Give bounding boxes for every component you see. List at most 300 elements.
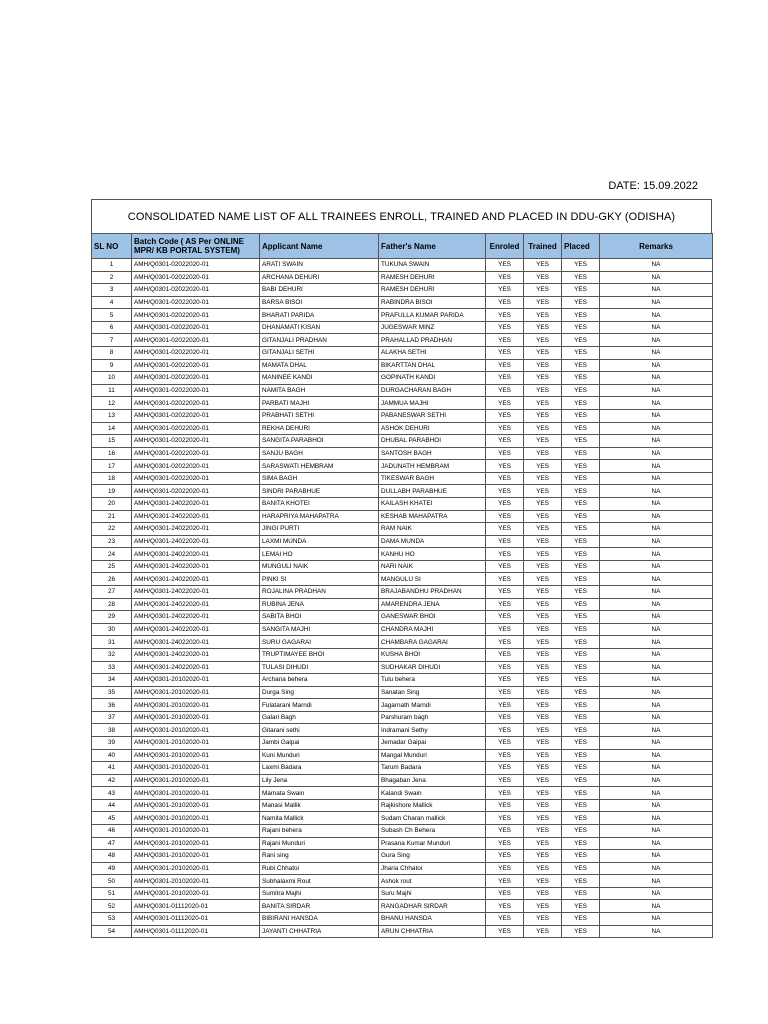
- cell-sl-no: 26: [92, 573, 132, 586]
- cell-placed: YES: [562, 648, 600, 661]
- table-row: [92, 523, 713, 536]
- cell-sl-no: 23: [92, 535, 132, 548]
- cell-batch-code: AMH/Q0301-20102020-01: [132, 799, 260, 812]
- cell-sl-no: 1: [92, 259, 132, 272]
- cell-enroled: YES: [486, 887, 524, 900]
- cell-trained: YES: [524, 548, 562, 561]
- cell-remarks: NA: [600, 774, 713, 787]
- cell-batch-code: AMH/Q0301-24022020-01: [132, 560, 260, 573]
- cell-batch-code: AMH/Q0301-24022020-01: [132, 611, 260, 624]
- cell-placed: YES: [562, 472, 600, 485]
- table-row: [92, 586, 713, 599]
- cell-trained: YES: [524, 347, 562, 360]
- cell-fathers-name: NARI NAIK: [379, 560, 486, 573]
- cell-batch-code: AMH/Q0301-02022020-01: [132, 422, 260, 435]
- cell-applicant-name: Kuni Munduri: [260, 749, 379, 762]
- cell-enroled: YES: [486, 535, 524, 548]
- cell-batch-code: AMH/Q0301-20102020-01: [132, 699, 260, 712]
- cell-remarks: NA: [600, 850, 713, 863]
- cell-remarks: NA: [600, 573, 713, 586]
- cell-trained: YES: [524, 925, 562, 938]
- cell-placed: YES: [562, 686, 600, 699]
- cell-remarks: NA: [600, 598, 713, 611]
- cell-trained: YES: [524, 560, 562, 573]
- cell-applicant-name: LAXMI MUNDA: [260, 535, 379, 548]
- cell-applicant-name: PARBATI MAJHI: [260, 397, 379, 410]
- cell-sl-no: 3: [92, 284, 132, 297]
- table-row: [92, 736, 713, 749]
- table-row: [92, 560, 713, 573]
- cell-trained: YES: [524, 409, 562, 422]
- cell-applicant-name: TRUPTIMAYEE BHOI: [260, 648, 379, 661]
- cell-enroled: YES: [486, 497, 524, 510]
- cell-batch-code: AMH/Q0301-02022020-01: [132, 259, 260, 272]
- cell-applicant-name: HARAPRIYA MAHAPATRA: [260, 510, 379, 523]
- cell-fathers-name: MANGULU SI: [379, 573, 486, 586]
- cell-enroled: YES: [486, 573, 524, 586]
- cell-trained: YES: [524, 510, 562, 523]
- cell-applicant-name: GITANJALI SETHI: [260, 347, 379, 360]
- cell-applicant-name: JAYANTI CHHATRIA: [260, 925, 379, 938]
- cell-fathers-name: TUKUNA SWAIN: [379, 259, 486, 272]
- cell-fathers-name: RAM NAIK: [379, 523, 486, 536]
- cell-remarks: NA: [600, 623, 713, 636]
- cell-fathers-name: KANHU HO: [379, 548, 486, 561]
- table-row: [92, 636, 713, 649]
- cell-placed: YES: [562, 309, 600, 322]
- cell-enroled: YES: [486, 435, 524, 448]
- cell-sl-no: 44: [92, 799, 132, 812]
- table-row: [92, 724, 713, 737]
- table-row: [92, 598, 713, 611]
- cell-batch-code: AMH/Q0301-24022020-01: [132, 573, 260, 586]
- table-row: [92, 661, 713, 674]
- cell-placed: YES: [562, 259, 600, 272]
- cell-fathers-name: Sudam Charan mallick: [379, 812, 486, 825]
- cell-enroled: YES: [486, 422, 524, 435]
- cell-sl-no: 53: [92, 913, 132, 926]
- cell-sl-no: 50: [92, 875, 132, 888]
- cell-placed: YES: [562, 875, 600, 888]
- cell-enroled: YES: [486, 409, 524, 422]
- cell-enroled: YES: [486, 699, 524, 712]
- table-row: [92, 271, 713, 284]
- cell-remarks: NA: [600, 347, 713, 360]
- cell-placed: YES: [562, 372, 600, 385]
- cell-applicant-name: Jambi Gaipai: [260, 736, 379, 749]
- cell-sl-no: 14: [92, 422, 132, 435]
- cell-placed: YES: [562, 900, 600, 913]
- cell-fathers-name: Parshuram bagh: [379, 711, 486, 724]
- cell-sl-no: 10: [92, 372, 132, 385]
- cell-sl-no: 30: [92, 623, 132, 636]
- cell-fathers-name: SANTOSH BAGH: [379, 447, 486, 460]
- cell-applicant-name: SURU GAGARAI: [260, 636, 379, 649]
- cell-enroled: YES: [486, 774, 524, 787]
- cell-trained: YES: [524, 535, 562, 548]
- cell-trained: YES: [524, 523, 562, 536]
- cell-placed: YES: [562, 296, 600, 309]
- cell-batch-code: AMH/Q0301-20102020-01: [132, 837, 260, 850]
- cell-sl-no: 36: [92, 699, 132, 712]
- cell-placed: YES: [562, 397, 600, 410]
- cell-batch-code: AMH/Q0301-02022020-01: [132, 271, 260, 284]
- cell-remarks: NA: [600, 309, 713, 322]
- cell-enroled: YES: [486, 586, 524, 599]
- cell-trained: YES: [524, 284, 562, 297]
- cell-placed: YES: [562, 359, 600, 372]
- cell-applicant-name: GITANJALI PRADHAN: [260, 334, 379, 347]
- cell-sl-no: 47: [92, 837, 132, 850]
- col-header-sl-no: SL NO: [92, 234, 132, 259]
- cell-remarks: NA: [600, 724, 713, 737]
- cell-batch-code: AMH/Q0301-02022020-01: [132, 397, 260, 410]
- cell-trained: YES: [524, 611, 562, 624]
- cell-remarks: NA: [600, 510, 713, 523]
- cell-applicant-name: SARASWATI HEMBRAM: [260, 460, 379, 473]
- cell-placed: YES: [562, 799, 600, 812]
- cell-sl-no: 38: [92, 724, 132, 737]
- cell-applicant-name: TULASI DIHUDI: [260, 661, 379, 674]
- cell-trained: YES: [524, 837, 562, 850]
- cell-batch-code: AMH/Q0301-02022020-01: [132, 485, 260, 498]
- cell-fathers-name: DHUBAL PARABHOI: [379, 435, 486, 448]
- table-row: [92, 372, 713, 385]
- cell-sl-no: 4: [92, 296, 132, 309]
- cell-fathers-name: DURGACHARAN BAGH: [379, 384, 486, 397]
- cell-applicant-name: SANJU BAGH: [260, 447, 379, 460]
- cell-batch-code: AMH/Q0301-20102020-01: [132, 736, 260, 749]
- table-row: [92, 875, 713, 888]
- table-row: [92, 321, 713, 334]
- cell-trained: YES: [524, 913, 562, 926]
- col-header-trained: Trained: [524, 234, 562, 259]
- cell-applicant-name: SIMA BAGH: [260, 472, 379, 485]
- cell-remarks: NA: [600, 548, 713, 561]
- cell-sl-no: 9: [92, 359, 132, 372]
- cell-batch-code: AMH/Q0301-24022020-01: [132, 535, 260, 548]
- cell-remarks: NA: [600, 435, 713, 448]
- cell-sl-no: 43: [92, 787, 132, 800]
- cell-enroled: YES: [486, 850, 524, 863]
- cell-trained: YES: [524, 460, 562, 473]
- cell-sl-no: 42: [92, 774, 132, 787]
- cell-remarks: NA: [600, 825, 713, 838]
- table-row: [92, 825, 713, 838]
- cell-sl-no: 34: [92, 674, 132, 687]
- table-row: [92, 762, 713, 775]
- cell-applicant-name: Archana behera: [260, 674, 379, 687]
- cell-fathers-name: Ashok rout: [379, 875, 486, 888]
- cell-enroled: YES: [486, 648, 524, 661]
- cell-enroled: YES: [486, 523, 524, 536]
- cell-placed: YES: [562, 736, 600, 749]
- cell-trained: YES: [524, 397, 562, 410]
- cell-sl-no: 8: [92, 347, 132, 360]
- cell-applicant-name: RUBINA JENA: [260, 598, 379, 611]
- cell-batch-code: AMH/Q0301-24022020-01: [132, 497, 260, 510]
- cell-fathers-name: Indramani Sethy: [379, 724, 486, 737]
- cell-fathers-name: JADUNATH HEMBRAM: [379, 460, 486, 473]
- cell-fathers-name: BRAJABANDHU PRADHAN: [379, 586, 486, 599]
- cell-sl-no: 45: [92, 812, 132, 825]
- cell-fathers-name: Gura Sing: [379, 850, 486, 863]
- cell-trained: YES: [524, 762, 562, 775]
- cell-enroled: YES: [486, 636, 524, 649]
- cell-trained: YES: [524, 736, 562, 749]
- cell-placed: YES: [562, 384, 600, 397]
- table-row: [92, 510, 713, 523]
- table-row: [92, 812, 713, 825]
- cell-remarks: NA: [600, 271, 713, 284]
- cell-fathers-name: KAILASH KHATEI: [379, 497, 486, 510]
- cell-applicant-name: SINDRI PARABHUE: [260, 485, 379, 498]
- cell-remarks: NA: [600, 762, 713, 775]
- cell-batch-code: AMH/Q0301-02022020-01: [132, 447, 260, 460]
- cell-trained: YES: [524, 787, 562, 800]
- cell-trained: YES: [524, 598, 562, 611]
- cell-remarks: NA: [600, 259, 713, 272]
- cell-batch-code: AMH/Q0301-24022020-01: [132, 648, 260, 661]
- cell-enroled: YES: [486, 799, 524, 812]
- cell-batch-code: AMH/Q0301-02022020-01: [132, 309, 260, 322]
- cell-applicant-name: MAMATA DHAL: [260, 359, 379, 372]
- cell-fathers-name: CHAMBARA GAGARAI: [379, 636, 486, 649]
- cell-remarks: NA: [600, 875, 713, 888]
- cell-placed: YES: [562, 321, 600, 334]
- col-header-applicant-name: Applicant Name: [260, 234, 379, 259]
- table-row: [92, 284, 713, 297]
- cell-applicant-name: BABI DEHURI: [260, 284, 379, 297]
- cell-fathers-name: Tarum Badara: [379, 762, 486, 775]
- cell-trained: YES: [524, 422, 562, 435]
- cell-remarks: NA: [600, 321, 713, 334]
- cell-batch-code: AMH/Q0301-20102020-01: [132, 887, 260, 900]
- cell-batch-code: AMH/Q0301-24022020-01: [132, 523, 260, 536]
- cell-enroled: YES: [486, 686, 524, 699]
- cell-fathers-name: Bhagaban Jena: [379, 774, 486, 787]
- trainee-sheet: [91, 199, 712, 938]
- cell-remarks: NA: [600, 925, 713, 938]
- cell-remarks: NA: [600, 749, 713, 762]
- cell-remarks: NA: [600, 586, 713, 599]
- cell-batch-code: AMH/Q0301-24022020-01: [132, 598, 260, 611]
- cell-placed: YES: [562, 422, 600, 435]
- cell-batch-code: AMH/Q0301-02022020-01: [132, 347, 260, 360]
- cell-placed: YES: [562, 774, 600, 787]
- cell-fathers-name: BHANU HANSDA: [379, 913, 486, 926]
- cell-trained: YES: [524, 296, 562, 309]
- cell-remarks: NA: [600, 862, 713, 875]
- cell-batch-code: AMH/Q0301-20102020-01: [132, 749, 260, 762]
- cell-sl-no: 7: [92, 334, 132, 347]
- cell-sl-no: 13: [92, 409, 132, 422]
- table-row: [92, 447, 713, 460]
- cell-placed: YES: [562, 825, 600, 838]
- cell-applicant-name: NAMITA BAGH: [260, 384, 379, 397]
- cell-placed: YES: [562, 435, 600, 448]
- cell-batch-code: AMH/Q0301-20102020-01: [132, 686, 260, 699]
- table-row: [92, 259, 713, 272]
- cell-applicant-name: BARSA BISOI: [260, 296, 379, 309]
- cell-applicant-name: Rajani behera: [260, 825, 379, 838]
- cell-batch-code: AMH/Q0301-20102020-01: [132, 812, 260, 825]
- table-row: [92, 548, 713, 561]
- cell-fathers-name: DAMA MUNDA: [379, 535, 486, 548]
- cell-sl-no: 32: [92, 648, 132, 661]
- cell-enroled: YES: [486, 284, 524, 297]
- table-row: [92, 422, 713, 435]
- cell-sl-no: 16: [92, 447, 132, 460]
- cell-fathers-name: RAMESH DEHURI: [379, 271, 486, 284]
- cell-trained: YES: [524, 711, 562, 724]
- cell-fathers-name: ALAKHA SETHI: [379, 347, 486, 360]
- cell-batch-code: AMH/Q0301-24022020-01: [132, 623, 260, 636]
- cell-enroled: YES: [486, 900, 524, 913]
- cell-batch-code: AMH/Q0301-24022020-01: [132, 586, 260, 599]
- cell-applicant-name: Mamata Swain: [260, 787, 379, 800]
- cell-placed: YES: [562, 560, 600, 573]
- cell-remarks: NA: [600, 837, 713, 850]
- cell-sl-no: 18: [92, 472, 132, 485]
- cell-fathers-name: GOPINATH KANDI: [379, 372, 486, 385]
- cell-fathers-name: AMARENDRA JENA: [379, 598, 486, 611]
- cell-sl-no: 41: [92, 762, 132, 775]
- cell-sl-no: 22: [92, 523, 132, 536]
- cell-applicant-name: Fulatarani Marndi: [260, 699, 379, 712]
- cell-batch-code: AMH/Q0301-20102020-01: [132, 862, 260, 875]
- cell-placed: YES: [562, 284, 600, 297]
- cell-placed: YES: [562, 447, 600, 460]
- cell-remarks: NA: [600, 397, 713, 410]
- cell-remarks: NA: [600, 799, 713, 812]
- cell-remarks: NA: [600, 460, 713, 473]
- cell-remarks: NA: [600, 384, 713, 397]
- cell-sl-no: 25: [92, 560, 132, 573]
- table-row: [92, 699, 713, 712]
- cell-trained: YES: [524, 862, 562, 875]
- cell-fathers-name: BIKARTTAN DHAL: [379, 359, 486, 372]
- cell-applicant-name: Sumitra Majhi: [260, 887, 379, 900]
- cell-sl-no: 33: [92, 661, 132, 674]
- table-row: [92, 799, 713, 812]
- cell-applicant-name: ARATI SWAIN: [260, 259, 379, 272]
- cell-sl-no: 28: [92, 598, 132, 611]
- cell-enroled: YES: [486, 548, 524, 561]
- cell-placed: YES: [562, 611, 600, 624]
- trainee-table: [91, 233, 713, 938]
- cell-sl-no: 21: [92, 510, 132, 523]
- cell-placed: YES: [562, 711, 600, 724]
- cell-placed: YES: [562, 623, 600, 636]
- table-row: [92, 497, 713, 510]
- cell-sl-no: 19: [92, 485, 132, 498]
- table-row: [92, 485, 713, 498]
- cell-applicant-name: Subhalaxmi Rout: [260, 875, 379, 888]
- cell-placed: YES: [562, 749, 600, 762]
- table-row: [92, 774, 713, 787]
- table-row: [92, 359, 713, 372]
- cell-trained: YES: [524, 259, 562, 272]
- cell-fathers-name: TIKESWAR BAGH: [379, 472, 486, 485]
- cell-trained: YES: [524, 485, 562, 498]
- cell-fathers-name: RANGADHAR SIRDAR: [379, 900, 486, 913]
- cell-placed: YES: [562, 862, 600, 875]
- cell-applicant-name: Rani sing: [260, 850, 379, 863]
- cell-trained: YES: [524, 875, 562, 888]
- cell-batch-code: AMH/Q0301-02022020-01: [132, 359, 260, 372]
- cell-sl-no: 17: [92, 460, 132, 473]
- table-row: [92, 611, 713, 624]
- cell-applicant-name: BANITA KHOTEI: [260, 497, 379, 510]
- cell-sl-no: 51: [92, 887, 132, 900]
- cell-enroled: YES: [486, 623, 524, 636]
- cell-placed: YES: [562, 636, 600, 649]
- cell-batch-code: AMH/Q0301-02022020-01: [132, 334, 260, 347]
- cell-enroled: YES: [486, 384, 524, 397]
- cell-batch-code: AMH/Q0301-20102020-01: [132, 825, 260, 838]
- cell-fathers-name: Jharia Chhatoi: [379, 862, 486, 875]
- table-row: [92, 460, 713, 473]
- table-row: [92, 296, 713, 309]
- table-row: [92, 850, 713, 863]
- cell-batch-code: AMH/Q0301-02022020-01: [132, 321, 260, 334]
- cell-sl-no: 20: [92, 497, 132, 510]
- cell-sl-no: 24: [92, 548, 132, 561]
- cell-applicant-name: LEMAI HO: [260, 548, 379, 561]
- cell-remarks: NA: [600, 887, 713, 900]
- cell-placed: YES: [562, 523, 600, 536]
- cell-fathers-name: GANESWAR BHOI: [379, 611, 486, 624]
- cell-batch-code: AMH/Q0301-24022020-01: [132, 636, 260, 649]
- cell-placed: YES: [562, 586, 600, 599]
- cell-fathers-name: Kalandi Swain: [379, 787, 486, 800]
- cell-placed: YES: [562, 271, 600, 284]
- cell-applicant-name: SANGITA MAJHI: [260, 623, 379, 636]
- cell-batch-code: AMH/Q0301-20102020-01: [132, 875, 260, 888]
- cell-enroled: YES: [486, 812, 524, 825]
- cell-trained: YES: [524, 334, 562, 347]
- cell-batch-code: AMH/Q0301-20102020-01: [132, 787, 260, 800]
- cell-batch-code: AMH/Q0301-02022020-01: [132, 435, 260, 448]
- cell-placed: YES: [562, 460, 600, 473]
- cell-trained: YES: [524, 384, 562, 397]
- cell-remarks: NA: [600, 472, 713, 485]
- cell-enroled: YES: [486, 372, 524, 385]
- cell-fathers-name: Rajkishore Mallick: [379, 799, 486, 812]
- cell-batch-code: AMH/Q0301-02022020-01: [132, 284, 260, 297]
- cell-fathers-name: Jagarnath Marndi: [379, 699, 486, 712]
- cell-placed: YES: [562, 497, 600, 510]
- cell-applicant-name: Lily Jena: [260, 774, 379, 787]
- cell-sl-no: 39: [92, 736, 132, 749]
- cell-trained: YES: [524, 661, 562, 674]
- cell-enroled: YES: [486, 359, 524, 372]
- cell-fathers-name: Tulu behera: [379, 674, 486, 687]
- cell-enroled: YES: [486, 598, 524, 611]
- cell-remarks: NA: [600, 372, 713, 385]
- cell-fathers-name: RABINDRA BISOI: [379, 296, 486, 309]
- cell-sl-no: 37: [92, 711, 132, 724]
- cell-fathers-name: PABANESWAR SETHI: [379, 409, 486, 422]
- cell-placed: YES: [562, 913, 600, 926]
- cell-batch-code: AMH/Q0301-01112020-01: [132, 925, 260, 938]
- cell-remarks: NA: [600, 611, 713, 624]
- cell-sl-no: 46: [92, 825, 132, 838]
- cell-fathers-name: Jemadar Gaipai: [379, 736, 486, 749]
- cell-remarks: NA: [600, 485, 713, 498]
- table-row: [92, 309, 713, 322]
